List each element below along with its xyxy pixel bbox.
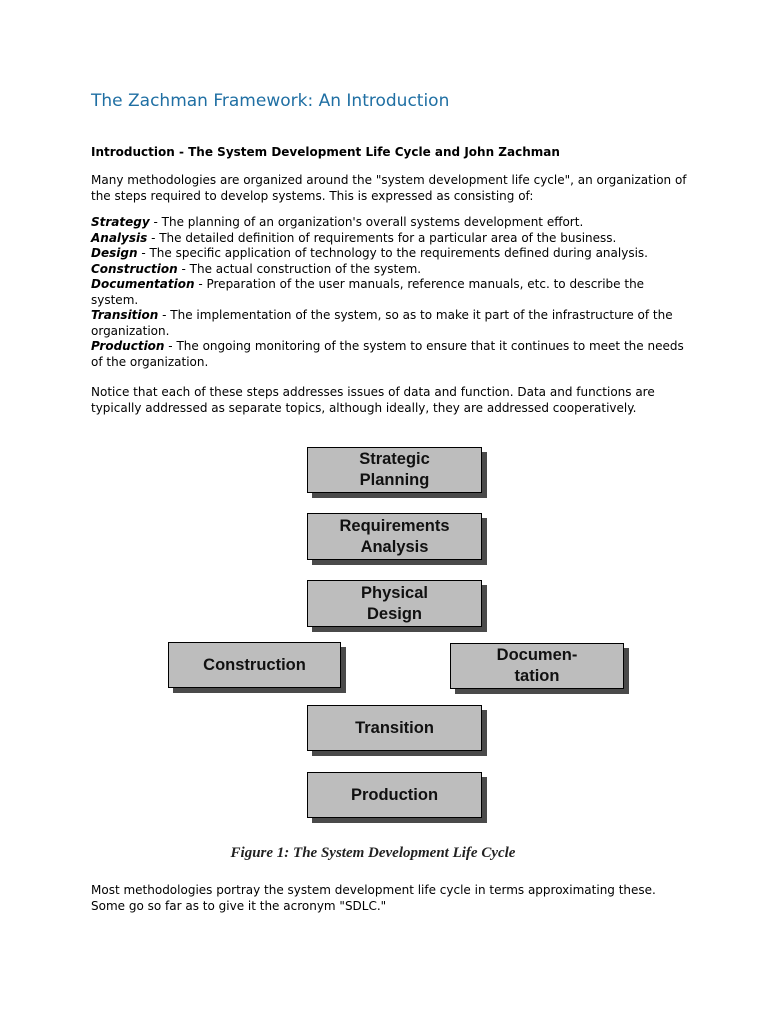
box-label: Strategic Planning — [359, 450, 430, 489]
sdlc-step-list — [91, 215, 691, 370]
page-title: The Zachman Framework: An Introduction — [91, 91, 450, 111]
production-box — [307, 772, 482, 818]
documentation-box — [450, 643, 624, 689]
step-item-transition — [91, 308, 691, 339]
step-item-construction — [91, 262, 691, 278]
step-term: Design — [91, 246, 138, 260]
step-description: - Preparation of the user manuals, reference manuals, etc. to describe the system. — [91, 277, 645, 307]
step-description: - The specific application of technology to the requirements defined during analysis. — [137, 246, 648, 260]
box-label: Requirements Analysis — [339, 516, 450, 556]
transition-box — [307, 705, 482, 751]
closing-paragraph: Most methodologies portray the system development life cycle in terms approximating these. Some go so far as to give it the acronym "SDLC." — [91, 883, 656, 913]
step-item-strategy — [91, 215, 691, 231]
step-item-documentation — [91, 277, 691, 308]
step-description: - The planning of an organization's overall systems development effort. — [149, 215, 584, 229]
strategic-planning-box — [307, 447, 482, 493]
step-term: Strategy — [91, 215, 150, 229]
step-term: Analysis — [91, 230, 148, 245]
box-label: Production — [350, 785, 439, 804]
step-term: Construction — [91, 261, 178, 276]
step-term: Production — [91, 339, 165, 353]
physical-design-box — [307, 580, 482, 627]
step-description: - The implementation of the system, so as to make it part of the infrastructure of the organization. — [91, 308, 673, 338]
requirements-analysis-box — [307, 513, 482, 560]
step-item-design — [91, 246, 691, 262]
step-term: Transition — [91, 308, 159, 322]
figure-caption: Figure 1: The System Development Life Cycle — [230, 845, 516, 861]
notice-paragraph: Notice that each of these steps addresses issues of data and function. Data and functions are typically addressed as separate topics, although ideally, they are addressed cooperatively. — [91, 385, 655, 415]
step-item-analysis — [91, 231, 691, 247]
intro-paragraph: Many methodologies are organized around the "system development life cycle", an organization of the steps required to develop systems. This is expressed as consisting of: — [91, 173, 687, 203]
step-description: - The ongoing monitoring of the system to ensure that it continues to meet the needs of the organization. — [91, 339, 684, 369]
box-label: Construction — [203, 655, 306, 674]
step-description: - The actual construction of the system. — [177, 261, 422, 276]
box-label: Transition — [355, 718, 434, 737]
step-description: - The detailed definition of requirements for a particular area of the business. — [147, 230, 617, 245]
box-label: Physical Design — [361, 583, 428, 623]
construction-box — [168, 642, 341, 688]
step-term: Documentation — [91, 277, 195, 291]
box-label: Documen- tation — [496, 646, 578, 685]
step-item-production — [91, 339, 691, 370]
section-heading: Introduction - The System Development Life Cycle and John Zachman — [91, 145, 560, 159]
